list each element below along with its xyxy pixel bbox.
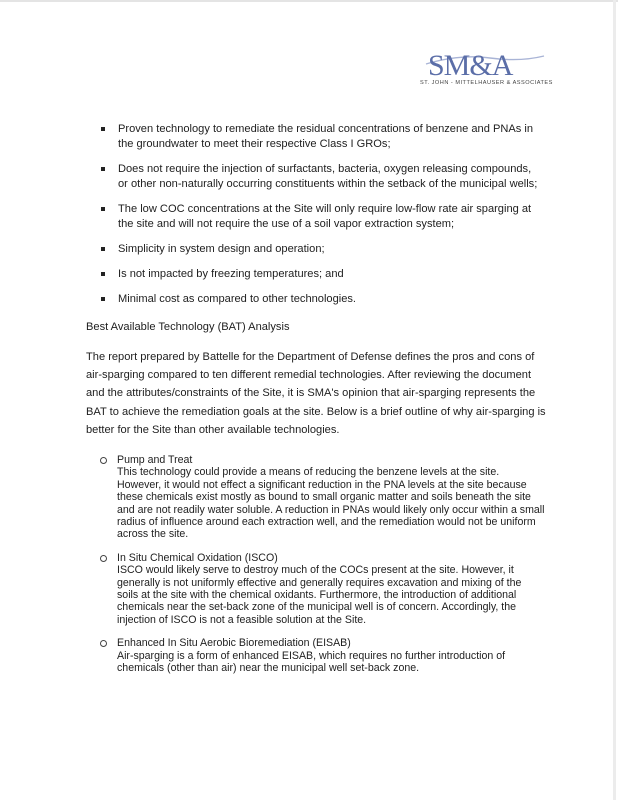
benefit-item: Proven technology to remediate the residual concentrations of benzene and PNAs in the groundwater to meet their respective Class I GROs; [100, 122, 540, 152]
logo-mark: SM&A [428, 49, 513, 82]
logo-subtitle: ST. JOHN - MITTELHAUSER & ASSOCIATES [420, 80, 553, 86]
benefit-item: Does not require the injection of surfactants, bacteria, oxygen releasing compounds, or other non-naturally occurring constituents within the setback of the municipal wells; [100, 162, 540, 192]
benefit-item: Is not impacted by freezing temperatures; and [100, 267, 540, 282]
technology-title: Pump and Treat [117, 454, 193, 466]
technology-item [100, 454, 545, 541]
intro-paragraph: The report prepared by Battelle for the Department of Defense defines the pros and cons of air-sparging compared to ten different remedial technologies. After reviewing the document and the attributes/constraints of the Site, it is SMA's opinion that air-sparging represents the BAT to achieve the remediation goals at the site. Below is a brief outline of why air-sparging is better for the Site than other available technologies. [86, 351, 546, 436]
technology-title: Enhanced In Situ Aerobic Bioremediation (EISAB) [117, 637, 351, 650]
scan-right-edge [613, 0, 616, 800]
technology-body: ISCO would likely serve to destroy much of the COCs present at the site. However, it generally is not uniformly effective and generally requires excavation and mixing of the soils at the site with the chemical oxidants. Furthermore, the introduction of additional chemicals near the set-back zone of the municipal well is of concern. Accordingly, the injection of ISCO is not a feasible solution at the Site. [117, 564, 522, 626]
benefit-item: Simplicity in system design and operation; [100, 242, 540, 257]
technology-item [100, 637, 545, 674]
technologies-list [100, 454, 545, 686]
benefits-list [100, 122, 540, 317]
technology-body: Air-sparging is a form of enhanced EISAB, which requires no further introduction of chemicals (other than air) near the municipal well set-back zone. [117, 649, 506, 675]
company-logo [420, 49, 553, 92]
technology-item [100, 552, 545, 626]
section-heading: Best Available Technology (BAT) Analysis [86, 321, 290, 333]
technology-title: In Situ Chemical Oxidation (ISCO) [117, 551, 278, 564]
benefit-item: The low COC concentrations at the Site will only require low-flow rate air sparging at the site and will not require the use of a soil vapor extraction system; [100, 202, 540, 232]
technology-body: This technology could provide a means of reducing the benzene levels at the site. However, it would not effect a significant reduction in the PNA levels at the site because these chemicals exist mostly as bound to small organic matter and soils beneath the site and are not readily water soluble. A reduction in PNAs would likely only occur within a small radius of influence around each extraction well, and the remediation would not be uniform across the site. [117, 466, 545, 541]
scan-top-edge [0, 0, 618, 2]
benefit-item: Minimal cost as compared to other technologies. [100, 292, 540, 307]
